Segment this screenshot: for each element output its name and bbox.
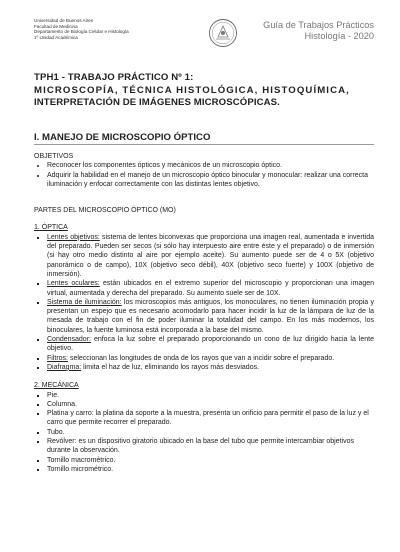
item-text: enfoca la luz sobre el preparado proporcionando un cono de luz dirigido hacia la lente objetivo. xyxy=(47,336,374,353)
guide-title: Guía de Trabajos Prácticos xyxy=(263,20,374,30)
tp-title-line: TPH1 - TRABAJO PRÁCTICO Nº 1: xyxy=(34,72,194,83)
document-body xyxy=(34,152,374,474)
list-item xyxy=(47,233,374,279)
list-item xyxy=(47,354,374,363)
institution-line: 1º Unidad Académica xyxy=(34,34,78,40)
list-item xyxy=(47,335,374,354)
guide-title-block xyxy=(263,20,374,42)
item-term: Lentes objetivos: xyxy=(47,233,100,241)
item-text: los microscopios más antiguos, los monoculares, no tienen iluminación propia y presentan un espejo que es necesario acomodarlo para hacer incidir la luz de la lámpara de luz de la mesada de trabajo con el fin de poder iluminar la totalidad del campo. En los más modernos, los binoculares, la fuente luminosa está incorporada a la base del mismo. xyxy=(47,298,374,334)
item-text: están ubicados en el extremo superior del microscopio y proporcionan una imagen virtual, aumentada y derecha del preparado. Su aumento suele ser de 10X. xyxy=(47,280,374,297)
tp-title-line: MICROSCOPÍA, TÉCNICA HISTOLÓGICA, HISTOQUÍMICA, xyxy=(34,84,350,96)
list-item: ▪ Columna. xyxy=(47,400,374,409)
list-item: ▪ Pie. xyxy=(47,391,374,400)
item-term: Sistema de iluminación: xyxy=(47,298,122,306)
list-item: ▪ Tubo. xyxy=(47,428,374,437)
institution-block xyxy=(34,18,129,40)
list-item: ▪ Platina y carro: la platina da soporte a la muestra, presenta un orificio para permitir el paso de la luz y el carro que permite recorrer el preparado. xyxy=(47,409,374,428)
mecanica-list xyxy=(34,391,374,475)
list-item: ▪ Revólver: es un dispositivo giratorio ubicado en la base del tubo que permite intercambiar objetivos durante la observación. xyxy=(47,437,374,456)
optica-list xyxy=(34,233,374,372)
tp-title-line: INTERPRETACIÓN DE IMÁGENES MICROSCÓPICAS. xyxy=(34,97,280,109)
item-term: Condensador: xyxy=(47,336,91,344)
list-item: ▪ Tornillo micrométrico. xyxy=(47,465,374,474)
guide-subtitle: Histología - 2020 xyxy=(304,31,374,41)
item-term: Diafragma: xyxy=(47,363,82,371)
institution-line: Facultad de Medicina xyxy=(34,23,78,29)
item-text: seleccionan las longitudes de onda de los rayos que van a incidir sobre el preparado. xyxy=(68,354,335,362)
section-divider xyxy=(34,144,374,145)
item-term: Filtros: xyxy=(47,354,68,362)
institution-line: Departamento de Biología Celular e Histología xyxy=(34,29,129,35)
list-item: ▪ Tornillo macrométrico. xyxy=(47,456,374,465)
list-item: • Adquirir la habilidad en el manejo de un microscopio óptico binocular y monocular: realizar una correcta iluminación y enfocar correctamente con las distintas lentes objetivo. xyxy=(47,171,374,190)
objetivos-list xyxy=(34,161,374,189)
list-item xyxy=(47,279,374,298)
item-term: Lentes oculares: xyxy=(47,280,100,288)
university-seal-icon xyxy=(208,18,238,48)
list-item xyxy=(47,298,374,335)
optica-heading: 1. ÓPTICA xyxy=(34,224,68,232)
objetivos-heading: OBJETIVOS xyxy=(34,153,74,160)
item-text: limita el haz de luz, eliminando los rayos más desviados. xyxy=(81,363,260,371)
institution-line: Universidad de Buenos Aires xyxy=(34,18,93,23)
mecanica-heading: 2. MECÁNICA xyxy=(34,382,79,390)
tp-title-block xyxy=(34,72,374,110)
item-text: sistema de lentes biconvexas que proporciona una imagen real, aumentada e invertida del preparado. Pueden ser secos (si sólo hay interpuesto aire entre éste y el preparado) o de inmersión (si hay otro medio distinto al aire por ejemplo aceite). Su aumento puede ser de 4 o 5X (objetivo panorámico o de campo), 10X (objetivo seco débil), 40X (objetivo seco fuerte) y 100X (objetivo de inmersión). xyxy=(47,233,374,278)
page-header xyxy=(34,18,374,50)
section-title: I. MANEJO DE MICROSCOPIO ÓPTICO xyxy=(34,132,211,143)
partes-heading: PARTES DEL MICROSCOPIO ÓPTICO (MO) xyxy=(34,207,176,215)
list-item: • Reconocer los componentes ópticos y mecánicos de un microscopio óptico. xyxy=(47,161,374,170)
list-item xyxy=(47,363,374,372)
